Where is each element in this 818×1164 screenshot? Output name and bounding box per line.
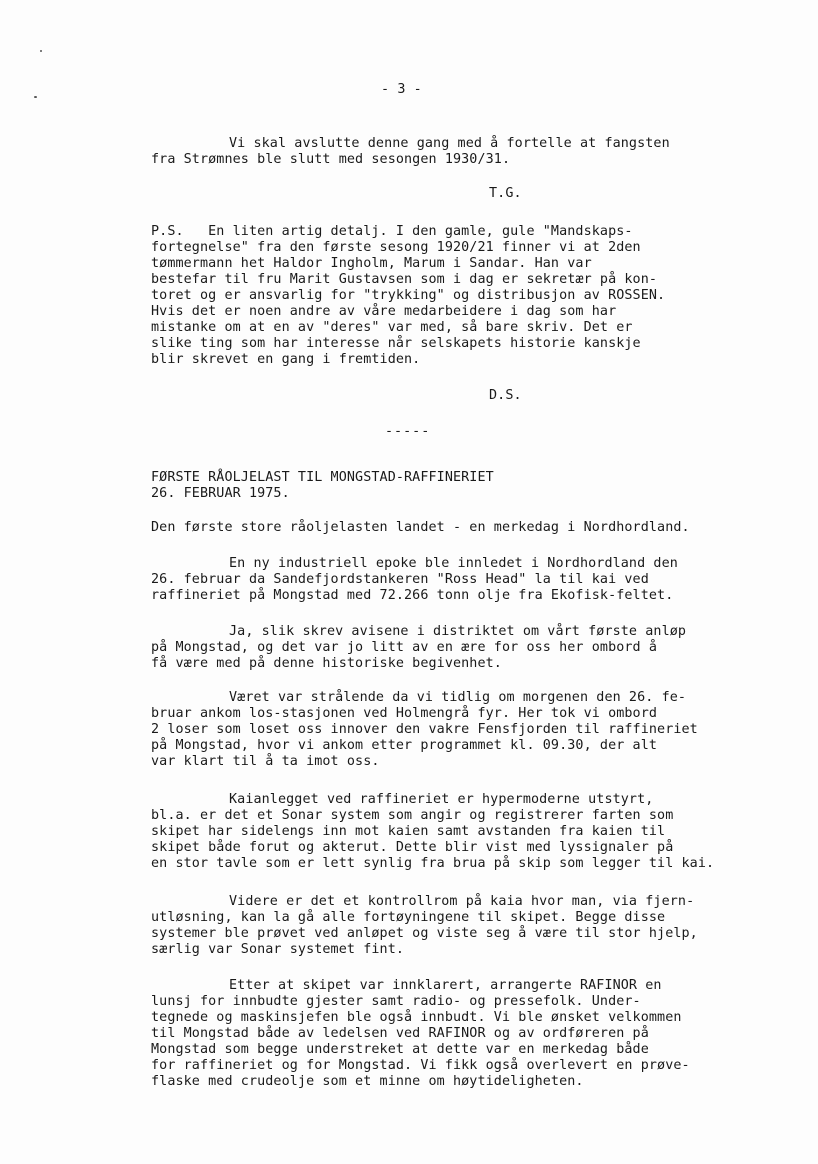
paragraph-line: systemer ble prøvet ved anløpet og viste seg å være til stor hjelp, (151, 926, 698, 941)
paragraph-line: 2 loser som loset oss innover den vakre Fensfjorden til raffineriet (151, 722, 698, 737)
paragraph-line: til Mongstad både av ledelsen ved RAFINOR og av ordføreren på (151, 1026, 649, 1041)
paragraph-line: for raffineriet og for Mongstad. Vi fikk også overlevert en prøve- (151, 1058, 690, 1073)
article-lead: Den første store råoljelasten landet - en merkedag i Nordhordland. (151, 520, 690, 535)
ps-line: mistanke om at en av "deres" var med, så bare skriv. Det er (151, 320, 633, 335)
paragraph-line: 26. februar da Sandefjordstankeren "Ross Head" la til kai ved (151, 572, 649, 587)
article-title: FØRSTE RÅOLJELAST TIL MONGSTAD-RAFFINERIET (151, 470, 494, 485)
article-date: 26. FEBRUAR 1975. (151, 486, 290, 501)
ps-line: toret og er ansvarlig for "trykking" og distribusjon av ROSSEN. (151, 288, 666, 303)
paragraph-line: særlig var Sonar systemet fint. (151, 942, 405, 957)
paragraph-line: Været var strålende da vi tidlig om morgenen den 26. fe- (229, 690, 687, 705)
paragraph-line: bruar ankom los-stasjonen ved Holmengrå fyr. Her tok vi ombord (151, 706, 658, 721)
paragraph-line: utløsning, kan la gå alle fortøyningene til skipet. Begge disse (151, 910, 666, 925)
ps-line: fortegnelse" fra den første sesong 1920/21 finner vi at 2den (151, 240, 641, 255)
paragraph-line: få være med på denne historiske begivenhet. (151, 656, 502, 671)
text-line: Vi skal avslutte denne gang med å fortelle at fangsten (229, 136, 670, 151)
paragraph-line: tegnede og maskinsjefen ble også innbudt. Vi ble ønsket velkommen (151, 1010, 682, 1025)
page-number: - 3 - (381, 82, 422, 97)
paragraph-line: på Mongstad, og det var jo litt av en ære for oss her ombord å (151, 640, 658, 655)
paragraph-line: raffineriet på Mongstad med 72.266 tonn olje fra Ekofisk-feltet. (151, 588, 674, 603)
paragraph-line: på Mongstad, hvor vi ankom etter programmet kl. 09.30, der alt (151, 738, 658, 753)
paragraph-line: flaske med crudeolje som et minne om høytideligheten. (151, 1074, 584, 1089)
ps-line: blir skrevet en gang i fremtiden. (151, 352, 421, 367)
ps-line: P.S. En liten artig detalj. I den gamle, gule "Mandskaps- (151, 224, 633, 239)
paragraph-line: Kaianlegget ved raffineriet er hypermoderne utstyrt, (229, 792, 654, 807)
paragraph-line: Ja, slik skrev avisene i distriktet om vårt første anløp (229, 624, 687, 639)
paragraph-line: lunsj for innbudte gjester samt radio- og pressefolk. Under- (151, 994, 641, 1009)
paragraph-line: var klart til å ta imot oss. (151, 754, 380, 769)
ps-line: bestefar til fru Marit Gustavsen som i dag er sekretær på kon- (151, 272, 658, 287)
scan-speck (40, 50, 42, 52)
paragraph-line: skipet både forut og akterut. Dette blir vist med lyssignaler på (151, 840, 674, 855)
signature-ds: D.S. (489, 388, 522, 403)
ps-line: Hvis det er noen andre av våre medarbeidere i dag som har (151, 304, 617, 319)
signature-tg: T.G. (489, 186, 522, 201)
text-line: fra Strømnes ble slutt med sesongen 1930/31. (151, 152, 511, 167)
separator: ----- (385, 424, 431, 439)
paragraph-line: Mongstad som begge understreket at dette var en merkedag både (151, 1042, 649, 1057)
ps-line: slike ting som har interesse når selskapets historie kanskje (151, 336, 641, 351)
scan-speck (34, 96, 37, 98)
paragraph-line: skipet har sidelengs inn mot kaien samt avstanden fra kaien til (151, 824, 666, 839)
paragraph-line: En ny industriell epoke ble innledet i Nordhordland den (229, 556, 678, 571)
paragraph-line: Etter at skipet var innklarert, arrangerte RAFINOR en (229, 978, 662, 993)
paragraph-line: Videre er det et kontrollrom på kaia hvor man, via fjern- (229, 894, 695, 909)
ps-line: tømmermann het Haldor Ingholm, Marum i Sandar. Han var (151, 256, 592, 271)
paragraph-line: en stor tavle som er lett synlig fra brua på skip som legger til kai. (151, 856, 715, 871)
paragraph-line: bl.a. er det et Sonar system som angir og registrerer farten som (151, 808, 674, 823)
